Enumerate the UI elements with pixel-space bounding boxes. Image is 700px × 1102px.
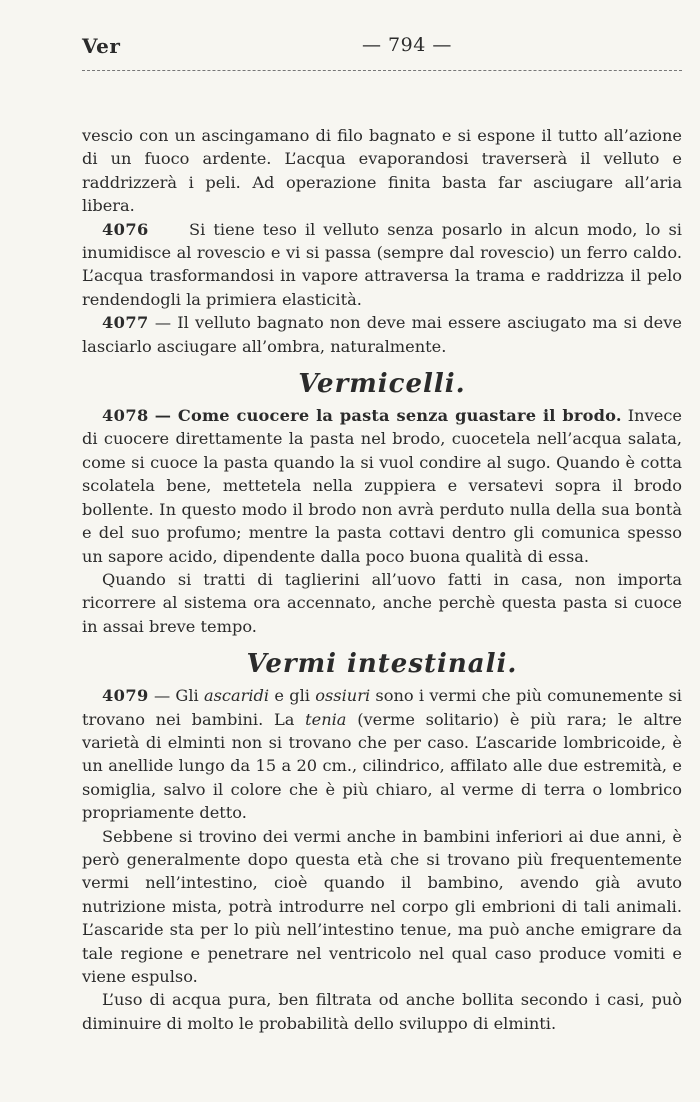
paragraph-taglierini: Quando si tratti di taglierini all’uovo fatti in casa, non importa ricorrere al sistema ora accennato, anche perchè questa pasta si cuoce in assai breve tempo. bbox=[82, 569, 682, 636]
entry-number: 4077 bbox=[102, 313, 149, 333]
paragraph-text: Invece di cuocere direttamente la pasta nel brodo, cuocetela nell’acqua salata, come si cuoce la pasta quando la si vuol condire al sugo. Quando è cotta scolatela bene, mettetela nella zuppiera e versatevi sopra il brodo bollente. In questo modo il brodo non avrà perduto nulla della sua bontà e del suo profumo; mentre la pasta cottavi dentro gli comunica spesso un sapore acido, dipendente dalla poco buona qualità di essa. bbox=[82, 406, 682, 566]
paragraph-4079 bbox=[82, 684, 682, 824]
page-number: — 794 — bbox=[362, 34, 452, 56]
paragraph-acqua-pura: L’uso di acqua pura, ben filtrata od anche bollita secondo i casi, può diminuire di molto le probabilità dello sviluppo di elminti. bbox=[82, 990, 682, 1033]
term-ossiuri: ossiuri bbox=[315, 686, 371, 706]
paragraph-continuation: vescio con un ascingamano di filo bagnato e si espone il tutto all’azione di un fuoco ardente. L’acqua evaporandosi traverserà il velluto e raddrizzerà i peli. Ad operazione finita basta far asciugare all’aria libera. bbox=[82, 126, 682, 216]
paragraph-text: — Gli bbox=[153, 686, 199, 706]
page-body bbox=[82, 124, 682, 1035]
running-head bbox=[82, 30, 682, 70]
header-rule bbox=[82, 70, 682, 71]
paragraph-4076 bbox=[82, 218, 682, 312]
term-tenia: tenia bbox=[305, 709, 347, 729]
paragraph-sebbene: Sebbene si trovino dei vermi anche in bambini inferiori ai due anni, è però generalmente dopo questa età che si trovano più frequentemente vermi nell’intestino, cioè quando il bambino, avendo già avuto nutrizione mista, potrà introdurre nel corpo gli embrioni di tali animali. L’ascaride sta per lo più nell’intestino tenue, ma può anche emigrare da tale regione e penetrare nel ventricolo nel qual caso produce vomiti e viene espulso. bbox=[82, 826, 682, 986]
section-title-vermi-intestinali: Vermi intestinali. bbox=[246, 649, 518, 680]
entry-number: 4076 bbox=[102, 219, 149, 239]
paragraph-text: e gli bbox=[274, 686, 310, 706]
page bbox=[82, 30, 682, 1035]
paragraph-text: (verme solitario) è più rara; le altre varietà di elminti non si trovano che per caso. L’ascaride lombricoide, è un anellide lungo da 15 a 20 cm., cilindrico, affilato alle due estremità, e somiglia, salvo il colore che è più chiaro, al verme di terra o lombrico propriamente detto. bbox=[82, 709, 682, 823]
term-ascaridi: ascaridi bbox=[203, 686, 270, 706]
section-title-vermicelli: Vermicelli. bbox=[298, 369, 466, 400]
recipe-heading: — Come cuocere la pasta senza guastare il brodo. bbox=[154, 406, 622, 426]
running-head-section: Ver bbox=[82, 34, 121, 58]
paragraph-text: Si tiene teso il velluto senza posarlo in alcun modo, lo si inumidisce al rovescio e vi si passa (sempre dal rovescio) un ferro caldo. L’acqua trasformandosi in vapore attraversa la trama e raddrizza il pelo rendendogli la primiera elasticità. bbox=[82, 219, 682, 309]
paragraph-4077 bbox=[82, 311, 682, 358]
entry-number: 4078 bbox=[102, 406, 149, 426]
paragraph-text: sono i vermi che più comunemente si trovano nei bambini. La bbox=[82, 686, 682, 729]
entry-number: 4079 bbox=[102, 686, 149, 706]
paragraph-text: — Il velluto bagnato non deve mai essere asciugato ma si deve lasciarlo asciugare all’ombra, naturalmente. bbox=[82, 313, 682, 356]
recipe-heading-4078 bbox=[82, 404, 682, 568]
